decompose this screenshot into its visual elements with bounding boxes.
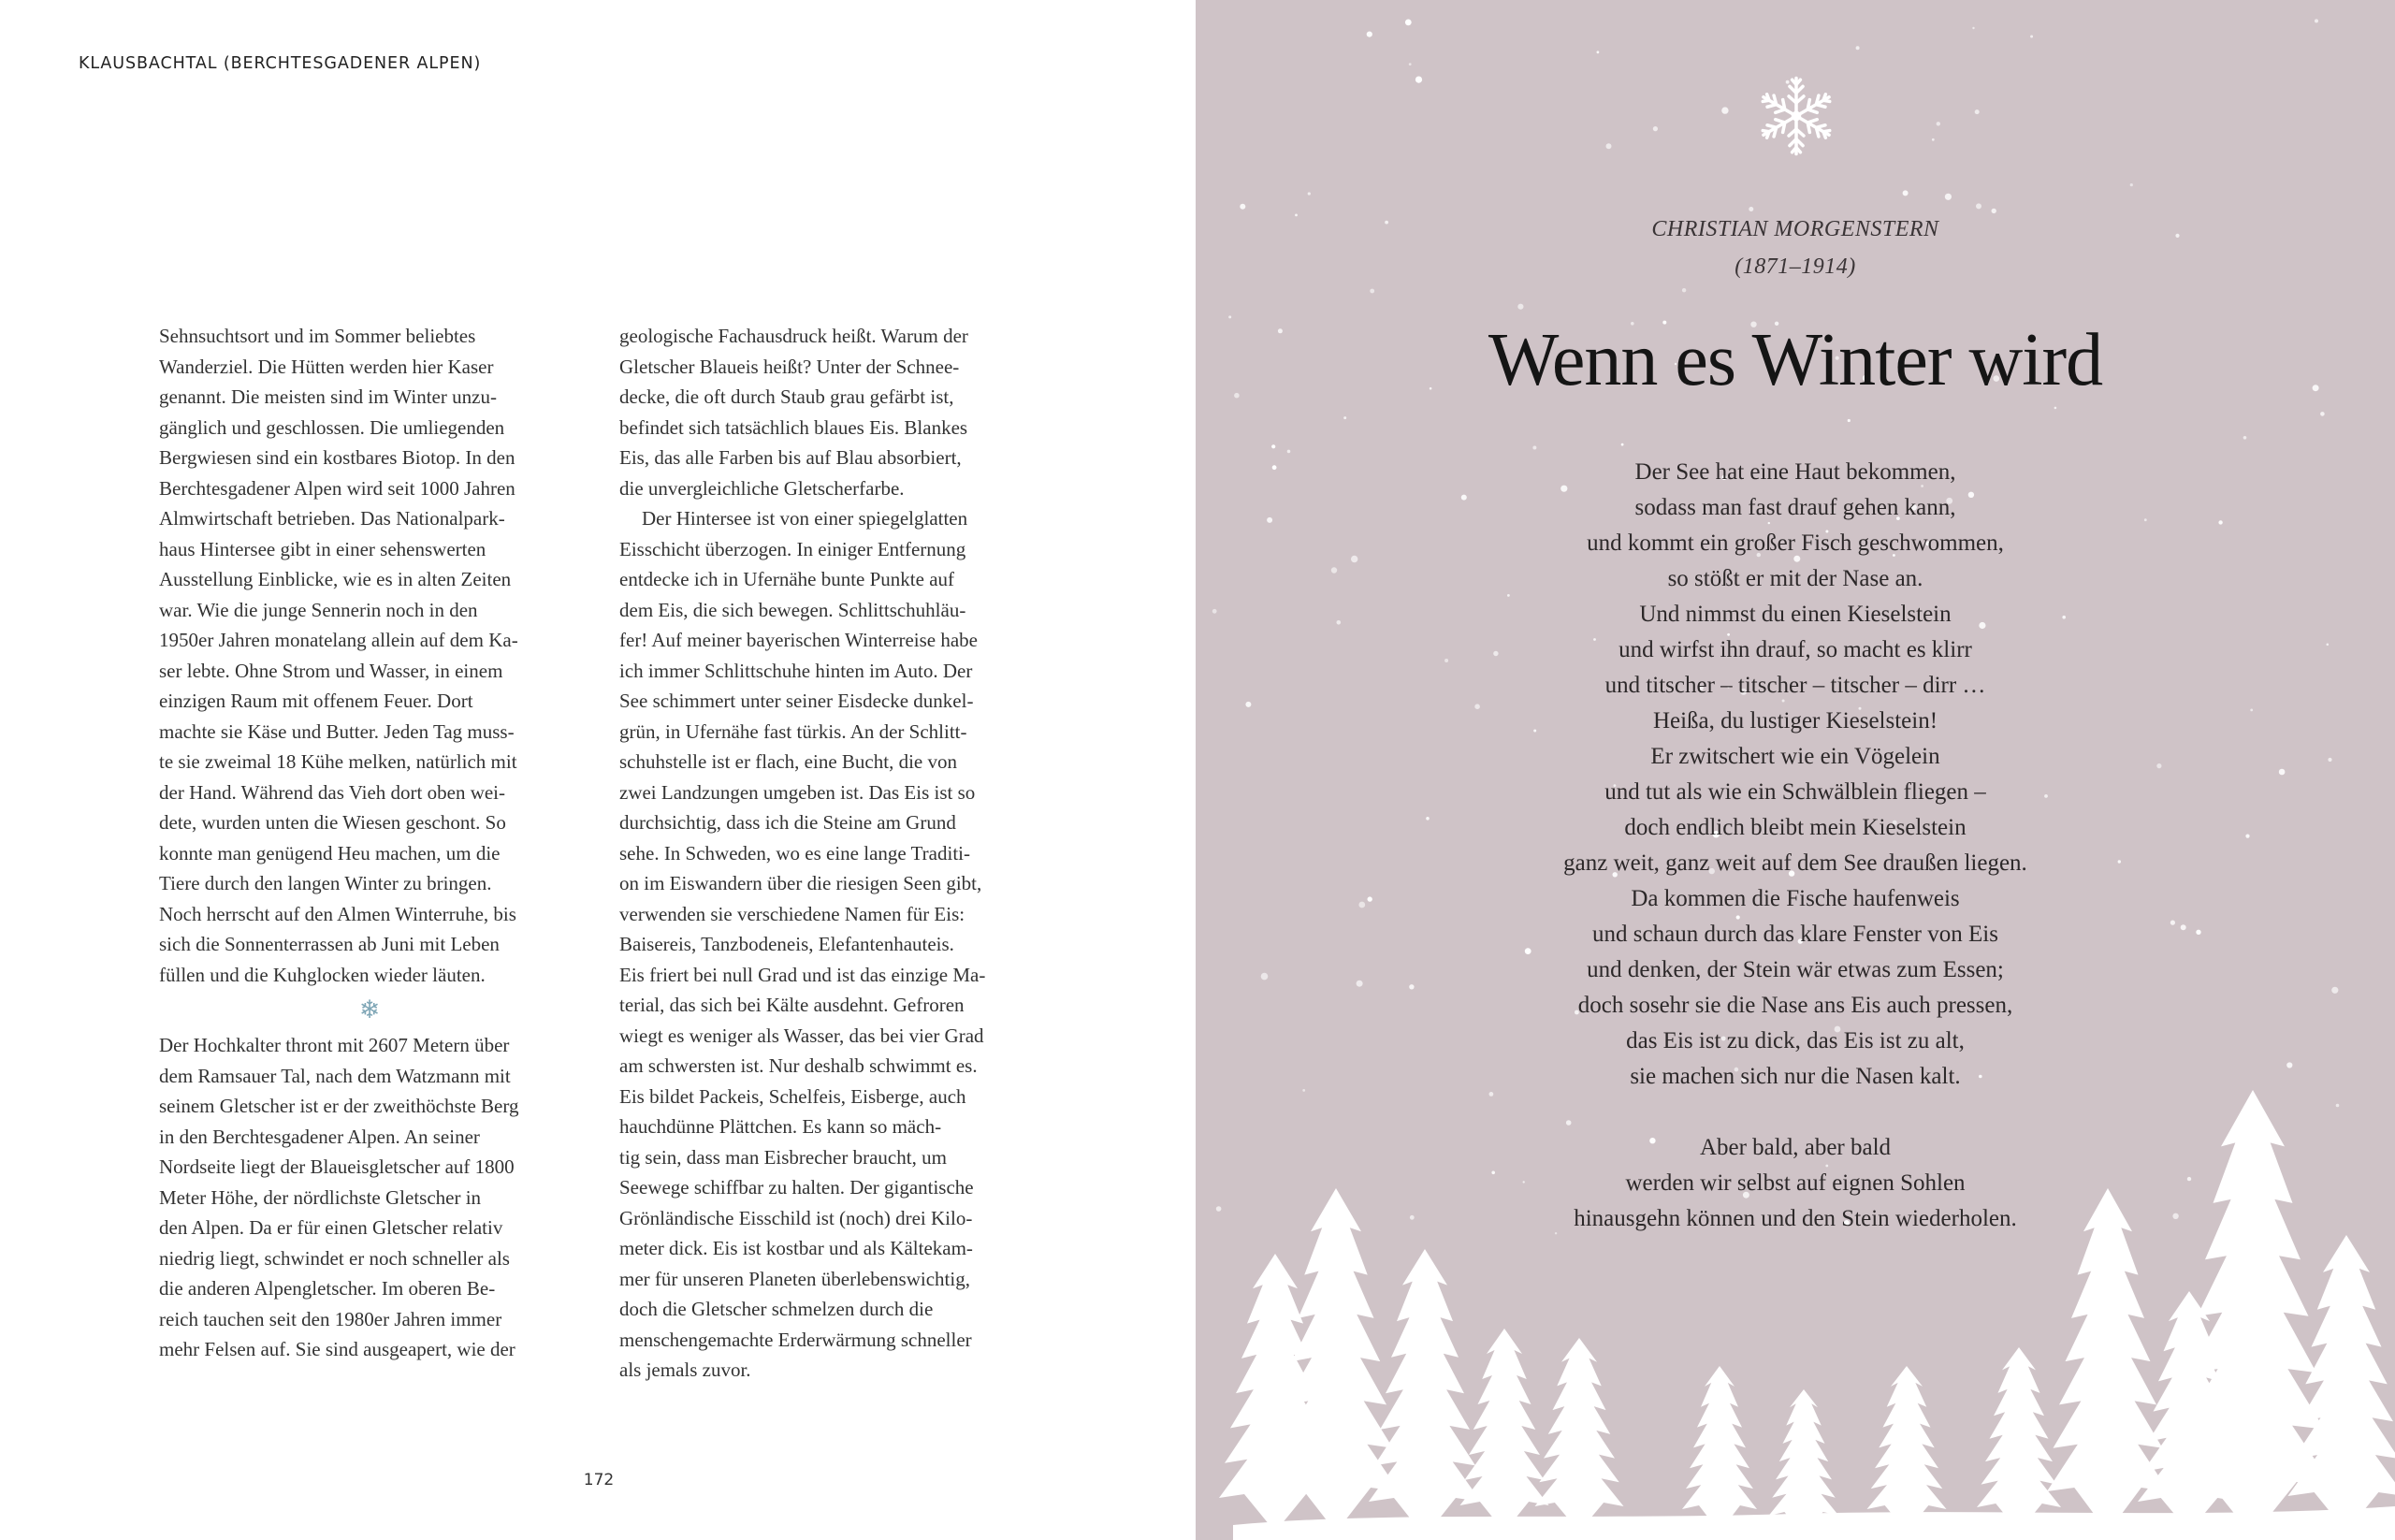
text-column-1 (159, 321, 580, 1365)
text-line: ich immer Schlittschuhe hinten im Auto. Der (619, 659, 973, 682)
text-line: Der Hintersee ist von einer spiegelglatten (642, 507, 968, 530)
text-line: entdecke ich in Ufernähe bunte Punkte auf (619, 568, 955, 590)
text-line: Aber bald, aber bald (1699, 1135, 1892, 1160)
text-line: on im Eiswandern über die riesigen Seen gibt, (619, 872, 982, 894)
text-line: verwenden sie verschiedene Namen für Eis: (619, 902, 965, 925)
text-line: menschengemachte Erderwärmung schneller (619, 1328, 972, 1351)
text-line: einzigen Raum mit offenem Feuer. Dort (159, 690, 473, 712)
text-line: Gletscher Blaueis heißt? Unter der Schnee- (619, 355, 960, 378)
text-line: sodass man fast drauf gehen kann, (1634, 495, 1956, 520)
stanza-2 (1196, 1130, 2395, 1237)
text-line: seinem Gletscher ist er der zweithöchste Berg (159, 1095, 519, 1117)
text-line: 1950er Jahren monatelang allein auf dem Ka- (159, 629, 518, 651)
text-line: Eis, das alle Farben bis auf Blau absorbiert, (619, 446, 962, 469)
text-line: Eis friert bei null Grad und ist das einzige Ma- (619, 963, 986, 986)
text-line: und wirfst ihn drauf, so macht es klirr (1618, 637, 1972, 662)
text-line: meter dick. Eis ist kostbar und als Kältekam- (619, 1237, 973, 1259)
text-line: See schimmert unter seiner Eisdecke dunkel- (619, 690, 974, 712)
text-line: werden wir selbst auf eignen Sohlen (1625, 1170, 1966, 1196)
text-line: doch die Gletscher schmelzen durch die (619, 1298, 934, 1320)
text-line: und schaun durch das klare Fenster von Eis (1592, 922, 1998, 947)
text-line: befindet sich tatsächlich blaues Eis. Blankes (619, 415, 968, 439)
page-number: 172 (583, 1471, 615, 1489)
text-column-2 (619, 321, 1040, 1386)
running-header: KLAUSBACHTAL (BERCHTESGADENER ALPEN) (79, 54, 482, 73)
text-line: zwei Landzungen umgeben ist. Das Eis ist so (619, 780, 976, 804)
text-line: ser lebte. Ohne Strom und Wasser, in einem (159, 659, 503, 682)
text-line: Tiere durch den langen Winter zu bringen. (159, 872, 492, 894)
text-line: terial, das sich bei Kälte ausdehnt. Gefroren (619, 994, 965, 1016)
text-line: Berchtesgadener Alpen wird seit 1000 Jahren (159, 476, 515, 500)
text-line: Wanderziel. Die Hütten werden hier Kaser (159, 355, 494, 378)
poem-author-years: (1871–1914) (1735, 254, 1856, 279)
paragraph (619, 503, 1040, 1386)
text-line: Der See hat eine Haut bekommen, (1634, 459, 1956, 485)
text-line: gänglich und geschlossen. Die umliegenden (159, 415, 505, 439)
text-line: schuhstelle ist er flach, eine Bucht, die von (619, 750, 957, 773)
text-line: reich tauchen seit den 1980er Jahren immer (159, 1307, 502, 1330)
poem-author: CHRISTIAN MORGENSTERN (1651, 217, 1939, 241)
text-line: konnte man genügend Heu machen, um die (159, 841, 501, 864)
text-line: das Eis ist zu dick, das Eis ist zu alt, (1626, 1028, 1965, 1053)
text-line: war. Wie die junge Sennerin noch in den (159, 598, 478, 621)
stanza-1 (1196, 455, 2395, 1095)
text-line: Nordseite liegt der Blaueisgletscher auf 1800 (159, 1155, 515, 1178)
text-line: durchsichtig, dass ich die Steine am Grund (619, 811, 956, 834)
text-line: Und nimmst du einen Kieselstein (1639, 602, 1952, 627)
text-line: und kommt ein großer Fisch geschwommen, (1587, 530, 2004, 556)
text-line: und titscher – titscher – titscher – dirr … (1604, 673, 1986, 698)
text-line: dem Ramsauer Tal, nach dem Watzmann mit (159, 1064, 511, 1087)
text-line: Er zwitschert wie ein Vögelein (1650, 744, 1940, 769)
poem-title: Wenn es Winter wird (1488, 319, 2103, 401)
text-line: grün, in Ufernähe fast türkis. An der Schlitt- (619, 719, 967, 743)
text-line: der Hand. Während das Vieh dort oben wei- (159, 780, 506, 804)
text-line: die unvergleichliche Gletscherfarbe. (619, 476, 905, 500)
text-line: Eis bildet Packeis, Schelfeis, Eisberge, auch (619, 1084, 966, 1108)
snowflake-icon (1755, 70, 1837, 162)
paragraph (619, 321, 1040, 503)
text-line: Eisschicht überzogen. In einiger Entfernung (619, 537, 966, 560)
text-line: geologische Fachausdruck heißt. Warum der (619, 325, 968, 347)
text-line: te sie zweimal 18 Kühe melken, natürlich mit (159, 750, 517, 773)
text-line: ganz weit, ganz weit auf dem See draußen liegen. (1563, 850, 2027, 876)
text-line: Der Hochkalter thront mit 2607 Metern über (159, 1034, 510, 1056)
text-line: haus Hintersee gibt in einer sehenswerten (159, 537, 486, 560)
text-line: Bergwiesen sind ein kostbares Biotop. In den (159, 446, 515, 469)
text-line: fer! Auf meiner bayerischen Winterreise habe (619, 629, 979, 651)
text-line: Baisereis, Tanzbodeneis, Elefantenhauteis. (619, 933, 954, 955)
text-line: wiegt es weniger als Wasser, das bei vier Grad (619, 1024, 984, 1047)
text-line: sehe. In Schweden, wo es eine lange Traditi- (619, 841, 970, 864)
text-line: mehr Felsen auf. Sie sind ausgeapert, wie der (159, 1338, 515, 1360)
snowflake-ornament-icon: ❄ (358, 995, 381, 1024)
text-line: am schwersten ist. Nur deshalb schwimmt es. (619, 1054, 978, 1077)
text-line: decke, die oft durch Staub grau gefärbt ist, (619, 385, 954, 408)
text-line: Seewege schiffbar zu halten. Der gigantische (619, 1176, 974, 1199)
text-line: Heißa, du lustiger Kieselstein! (1652, 708, 1938, 734)
text-line: als jemals zuvor. (619, 1358, 751, 1381)
text-line: doch endlich bleibt mein Kieselstein (1624, 815, 1967, 840)
paragraph (159, 1030, 580, 1365)
text-line: so stößt er mit der Nase an. (1667, 566, 1923, 591)
left-page (0, 0, 1196, 1540)
text-line: füllen und die Kuhglocken wieder läuten. (159, 963, 486, 986)
text-line: sie machen sich nur die Nasen kalt. (1630, 1064, 1961, 1089)
text-line: Meter Höhe, der nördlichste Gletscher in (159, 1185, 482, 1209)
text-line: doch sosehr sie die Nase ans Eis auch pressen, (1577, 993, 2013, 1018)
text-line: niedrig liegt, schwindet er noch schneller als (159, 1246, 510, 1270)
text-line: dem Eis, die sich bewegen. Schlittschuhläu- (619, 598, 966, 621)
text-line: mer für unseren Planeten überlebenswichtig, (619, 1267, 970, 1290)
text-line: und denken, der Stein wär etwas zum Essen; (1587, 957, 2004, 982)
text-line: die anderen Alpengletscher. Im oberen Be- (159, 1277, 496, 1300)
text-line: Almwirtschaft betrieben. Das Nationalpark- (159, 507, 505, 530)
text-line: hauchdünne Plättchen. Es kann so mäch- (619, 1115, 942, 1138)
text-line: Grönländische Eisschild ist (noch) drei Kilo- (619, 1206, 973, 1229)
text-line: in den Berchtesgadener Alpen. An seiner (159, 1125, 480, 1148)
text-line: den Alpen. Da er für einen Gletscher relativ (159, 1216, 503, 1239)
text-line: dete, wurden unten die Wiesen geschont. So (159, 811, 506, 834)
paragraph (159, 321, 580, 990)
text-line: hinausgehn können und den Stein wiederholen. (1574, 1206, 2017, 1231)
text-line: machte sie Käse und Butter. Jeden Tag muss- (159, 719, 515, 743)
text-line: Da kommen die Fische haufenweis (1631, 886, 1960, 911)
text-line: Ausstellung Einblicke, wie es in alten Zeiten (159, 568, 512, 590)
text-line: sich die Sonnenterrassen ab Juni mit Leben (159, 933, 500, 955)
text-line: tig sein, dass man Eisbrecher braucht, um (619, 1145, 947, 1169)
text-line: und tut als wie ein Schwälblein fliegen – (1604, 779, 1986, 805)
text-line: Sehnsuchtsort und im Sommer beliebtes (159, 325, 476, 347)
text-line: Noch herrscht auf den Almen Winterruhe, bis (159, 902, 516, 925)
text-line: genannt. Die meisten sind im Winter unzu- (159, 385, 497, 408)
poem (1196, 455, 2395, 1237)
